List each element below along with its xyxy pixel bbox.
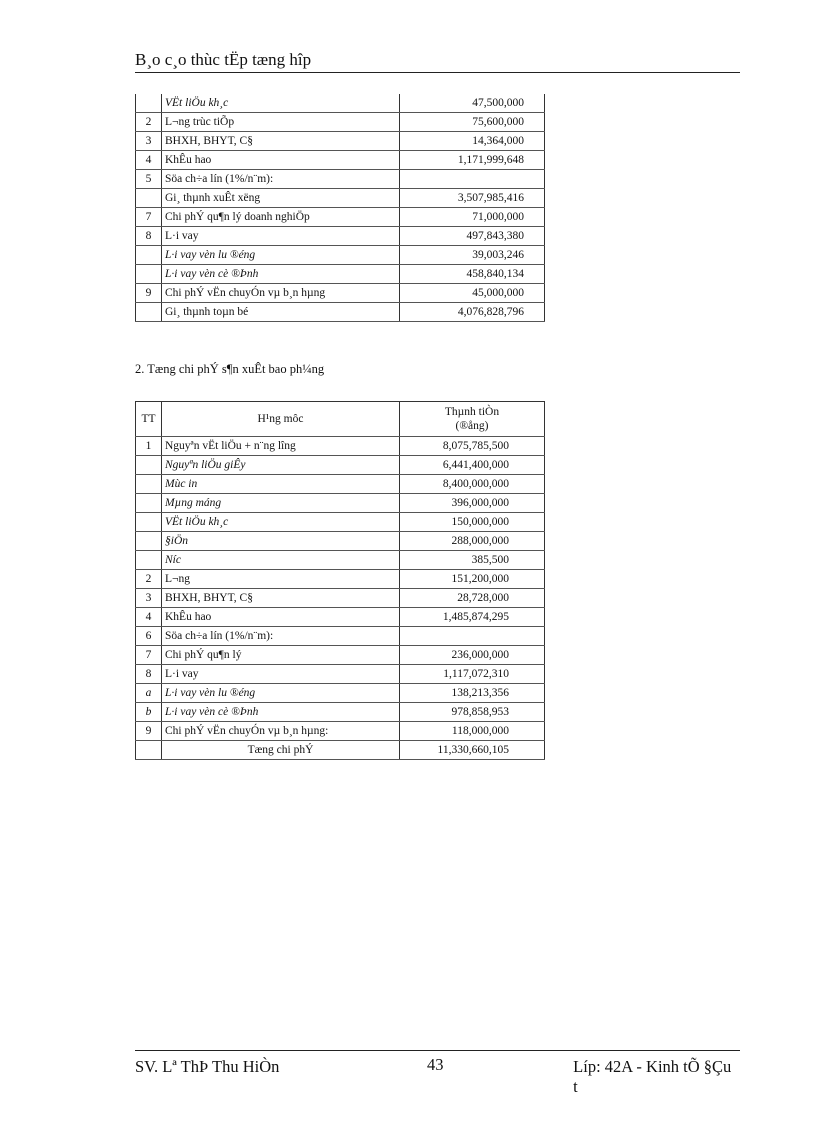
table-row bbox=[136, 570, 545, 589]
header-title: B¸o c¸o thùc tËp tæng hîp bbox=[135, 50, 312, 69]
table-row bbox=[136, 475, 545, 494]
row-item: BHXH, BHYT, C§ bbox=[162, 589, 400, 608]
row-number: 9 bbox=[136, 284, 162, 303]
table-row bbox=[136, 722, 545, 741]
footer-class: Líp: 42A - Kinh tÕ §Çu t bbox=[573, 1057, 732, 1096]
row-item: Söa ch÷a lín (1%/n¨m): bbox=[162, 627, 400, 646]
table-row bbox=[136, 513, 545, 532]
row-number: 9 bbox=[136, 722, 162, 741]
row-value: 6,441,400,000 bbox=[400, 456, 545, 475]
row-number bbox=[136, 494, 162, 513]
table-row bbox=[136, 132, 545, 151]
row-number bbox=[136, 456, 162, 475]
row-value: 396,000,000 bbox=[400, 494, 545, 513]
row-value: 3,507,985,416 bbox=[400, 189, 545, 208]
row-value bbox=[400, 170, 545, 189]
row-item: KhÊu hao bbox=[162, 608, 400, 627]
row-item: Chi phÝ qu¶n lý bbox=[162, 646, 400, 665]
table-row bbox=[136, 246, 545, 265]
row-value: 1,171,999,648 bbox=[400, 151, 545, 170]
footer-author: SV. Lª ThÞ Thu HiÒn bbox=[135, 1057, 280, 1076]
total-cost-table bbox=[135, 401, 545, 760]
table-row bbox=[136, 456, 545, 475]
header-value bbox=[400, 402, 545, 437]
row-value: 8,400,000,000 bbox=[400, 475, 545, 494]
production-cost-table bbox=[135, 94, 545, 322]
table-row bbox=[136, 608, 545, 627]
row-item: VËt liÖu kh¸c bbox=[162, 513, 400, 532]
row-number: 4 bbox=[136, 151, 162, 170]
row-value: 75,600,000 bbox=[400, 113, 545, 132]
row-number: a bbox=[136, 684, 162, 703]
row-item: L·i vay bbox=[162, 227, 400, 246]
row-number bbox=[136, 94, 162, 113]
row-value: 28,728,000 bbox=[400, 589, 545, 608]
row-number: 7 bbox=[136, 646, 162, 665]
row-item: Nguyªn liÖu giÊy bbox=[162, 456, 400, 475]
row-number bbox=[136, 551, 162, 570]
row-number: b bbox=[136, 703, 162, 722]
row-item: Níc bbox=[162, 551, 400, 570]
table-row bbox=[136, 284, 545, 303]
row-value: 118,000,000 bbox=[400, 722, 545, 741]
row-item: Chi phÝ vËn chuyÓn vµ b¸n hµng bbox=[162, 284, 400, 303]
row-value: 11,330,660,105 bbox=[400, 741, 545, 760]
table-row bbox=[136, 589, 545, 608]
row-item: L¬ng bbox=[162, 570, 400, 589]
row-number: 2 bbox=[136, 570, 162, 589]
table-row bbox=[136, 170, 545, 189]
table-row bbox=[136, 189, 545, 208]
row-item: L·i vay vèn lu ®éng bbox=[162, 246, 400, 265]
row-value: 39,003,246 bbox=[400, 246, 545, 265]
row-number: 3 bbox=[136, 132, 162, 151]
row-item: Söa ch÷a lín (1%/n¨m): bbox=[162, 170, 400, 189]
row-item: BHXH, BHYT, C§ bbox=[162, 132, 400, 151]
row-item: Gi¸ thµnh toµn bé bbox=[162, 303, 400, 322]
page-number: 43 bbox=[427, 1055, 444, 1074]
row-value: 150,000,000 bbox=[400, 513, 545, 532]
table-row bbox=[136, 532, 545, 551]
table-row bbox=[136, 684, 545, 703]
table-row bbox=[136, 208, 545, 227]
row-value: 71,000,000 bbox=[400, 208, 545, 227]
row-item: Nguyªn vËt liÖu + n¨ng lîng bbox=[162, 437, 400, 456]
row-item: L·i vay vèn lu ®éng bbox=[162, 684, 400, 703]
table-row bbox=[136, 113, 545, 132]
row-number: 8 bbox=[136, 227, 162, 246]
row-number: 1 bbox=[136, 437, 162, 456]
row-value: 1,117,072,310 bbox=[400, 665, 545, 684]
row-value: 288,000,000 bbox=[400, 532, 545, 551]
table-row bbox=[136, 151, 545, 170]
row-item: VËt liÖu kh¸c bbox=[162, 94, 400, 113]
header-value-line2: (®ång) bbox=[455, 420, 489, 432]
table-row bbox=[136, 646, 545, 665]
row-item: L·i vay bbox=[162, 665, 400, 684]
table-row bbox=[136, 741, 545, 760]
row-value: 8,075,785,500 bbox=[400, 437, 545, 456]
header-value-line1: Thµnh tiÒn bbox=[444, 406, 500, 418]
row-number: 2 bbox=[136, 113, 162, 132]
row-number: 7 bbox=[136, 208, 162, 227]
row-value: 138,213,356 bbox=[400, 684, 545, 703]
table-header-row bbox=[136, 402, 545, 437]
table-row bbox=[136, 627, 545, 646]
row-value: 4,076,828,796 bbox=[400, 303, 545, 322]
row-item: L·i vay vèn cè ®Þnh bbox=[162, 703, 400, 722]
page-header bbox=[135, 50, 740, 73]
row-value: 14,364,000 bbox=[400, 132, 545, 151]
row-number bbox=[136, 189, 162, 208]
table-row bbox=[136, 94, 545, 113]
header-item: H¹ng môc bbox=[162, 402, 400, 437]
row-value: 1,485,874,295 bbox=[400, 608, 545, 627]
row-item: §iÖn bbox=[162, 532, 400, 551]
row-item: Chi phÝ vËn chuyÓn vµ b¸n hµng: bbox=[162, 722, 400, 741]
row-number: 3 bbox=[136, 589, 162, 608]
table-row bbox=[136, 703, 545, 722]
row-number: 5 bbox=[136, 170, 162, 189]
row-value: 236,000,000 bbox=[400, 646, 545, 665]
row-item: Mµng máng bbox=[162, 494, 400, 513]
row-item: L¬ng trùc tiÕp bbox=[162, 113, 400, 132]
row-value bbox=[400, 627, 545, 646]
row-item: Tæng chi phÝ bbox=[162, 741, 400, 760]
row-number bbox=[136, 741, 162, 760]
row-number: 8 bbox=[136, 665, 162, 684]
row-value: 458,840,134 bbox=[400, 265, 545, 284]
row-number: 4 bbox=[136, 608, 162, 627]
table-row bbox=[136, 265, 545, 284]
row-item: L·i vay vèn cè ®Þnh bbox=[162, 265, 400, 284]
row-number bbox=[136, 303, 162, 322]
row-item: Chi phÝ qu¶n lý doanh nghiÖp bbox=[162, 208, 400, 227]
row-item: KhÊu hao bbox=[162, 151, 400, 170]
row-number: 6 bbox=[136, 627, 162, 646]
row-number bbox=[136, 475, 162, 494]
table-row bbox=[136, 437, 545, 456]
row-number bbox=[136, 265, 162, 284]
section-title: 2. Tæng chi phÝ s¶n xuÊt bao ph¼ng bbox=[135, 362, 325, 376]
table-row bbox=[136, 227, 545, 246]
table-row bbox=[136, 494, 545, 513]
row-number bbox=[136, 532, 162, 551]
table-row bbox=[136, 665, 545, 684]
row-value: 47,500,000 bbox=[400, 94, 545, 113]
row-value: 497,843,380 bbox=[400, 227, 545, 246]
row-item: Mùc in bbox=[162, 475, 400, 494]
row-value: 45,000,000 bbox=[400, 284, 545, 303]
row-item: Gi¸ thµnh xuÊt xëng bbox=[162, 189, 400, 208]
header-tt: TT bbox=[136, 402, 162, 437]
row-value: 978,858,953 bbox=[400, 703, 545, 722]
table-row bbox=[136, 303, 545, 322]
row-number bbox=[136, 513, 162, 532]
page-footer bbox=[135, 1050, 740, 1096]
row-value: 151,200,000 bbox=[400, 570, 545, 589]
row-number bbox=[136, 246, 162, 265]
row-value: 385,500 bbox=[400, 551, 545, 570]
table-row bbox=[136, 551, 545, 570]
